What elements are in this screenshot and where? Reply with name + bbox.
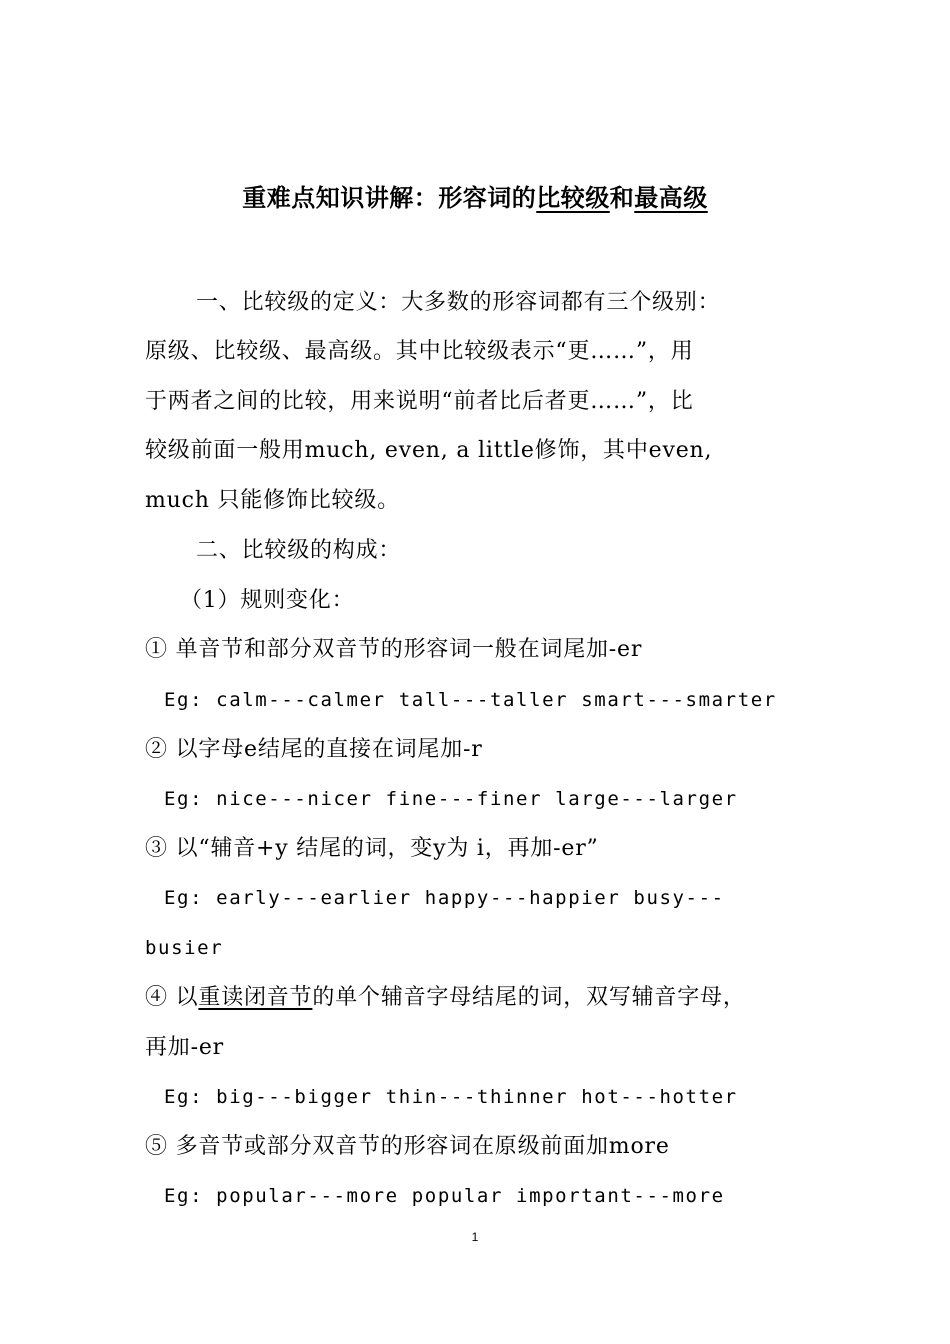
text-line: 原级、比较级、最高级。其中比较级表示“更……”，用 (145, 339, 694, 364)
rule-item: ① 单音节和部分双音节的形容词一般在词尾加-er (145, 637, 643, 662)
rule-item (145, 980, 746, 1016)
rule-item: ③ 以“辅音+y 结尾的词，变y为 i，再加-er” (145, 836, 599, 861)
example-line: Eg: early---earlier happy---happier busy--- (164, 887, 725, 909)
title-part1: 重难点知识讲解：形容词的 (242, 183, 537, 212)
title-part3: 和 (609, 183, 635, 212)
page-title (0, 178, 950, 218)
rule-text: ④ 以 (145, 985, 199, 1010)
text-line: 较级前面一般用much, even, a little修饰，其中even, (145, 438, 713, 463)
page-number: 1 (471, 1230, 479, 1244)
example-line: Eg: popular---more popular important---more (164, 1185, 725, 1207)
example-line: Eg: big---bigger thin---thinner hot---hotter (164, 1086, 738, 1108)
text-line: 再加-er (145, 1035, 224, 1060)
underlined-term: 重读闭音节 (198, 985, 313, 1010)
title-part4: 最高级 (634, 183, 708, 212)
text-line: 一、比较级的定义：大多数的形容词都有三个级别： (196, 290, 721, 315)
rule-item: ② 以字母e结尾的直接在词尾加-r (145, 737, 483, 762)
subsection-heading: （1）规则变化： (180, 588, 355, 613)
text-line: 于两者之间的比较，用来说明“前者比后者更……”，比 (145, 389, 694, 414)
rule-item: ⑤ 多音节或部分双音节的形容词在原级前面加more (145, 1134, 670, 1159)
text-line: much 只能修饰比较级。 (145, 488, 400, 513)
title-part2: 比较级 (536, 183, 610, 212)
example-line: busier (145, 937, 224, 959)
example-line: Eg: nice---nicer fine---finer large---larger (164, 788, 738, 810)
example-line: Eg: calm---calmer tall---taller smart---smarter (164, 689, 777, 711)
rule-text: 的单个辅音字母结尾的词，双写辅音字母， (312, 985, 746, 1010)
section-heading: 二、比较级的构成： (196, 538, 402, 563)
